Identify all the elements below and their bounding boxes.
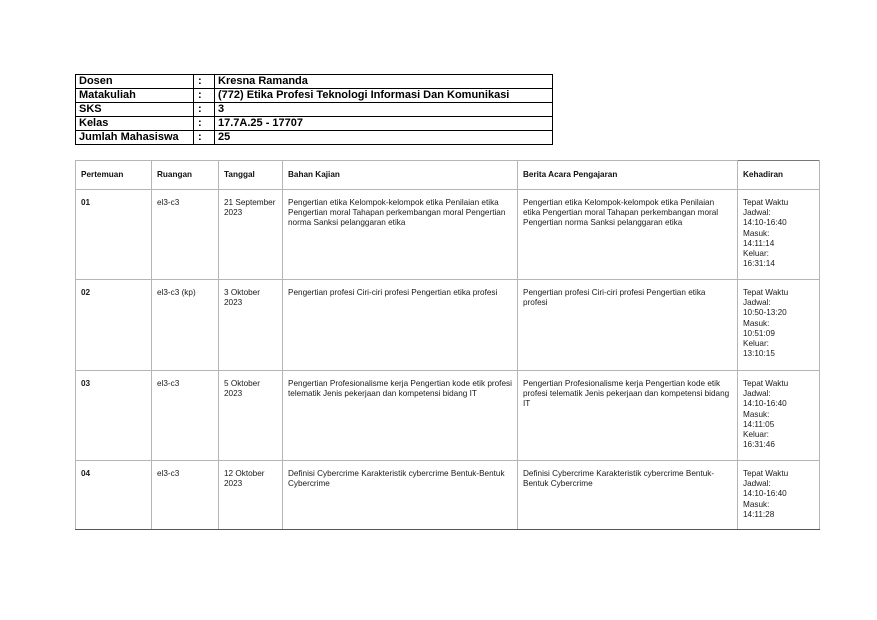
info-label: Dosen <box>76 75 194 89</box>
masuk-value: 14:11:05 <box>743 419 775 429</box>
cell-pertemuan: 04 <box>76 461 152 530</box>
jadwal-value: 14:10-16:40 <box>743 399 787 409</box>
info-colon: : <box>194 89 215 103</box>
info-label: Jumlah Mahasiswa <box>76 131 194 145</box>
header-pertemuan: Pertemuan <box>76 161 152 190</box>
info-value: (772) Etika Profesi Teknologi Informasi Dan Komunikasi <box>215 89 553 103</box>
cell-berita-acara: Definisi Cybercrime Karakteristik cybercrime Bentuk-Bentuk Cybercrime <box>518 461 738 530</box>
cell-kehadiran <box>738 190 820 280</box>
attendance-status: Tepat Waktu <box>743 198 789 207</box>
jadwal-value: 14:10-16:40 <box>743 218 787 228</box>
cell-pertemuan: 03 <box>76 371 152 461</box>
keluar-label: Keluar: <box>743 249 769 259</box>
info-value: Kresna Ramanda <box>215 75 553 89</box>
info-value: 25 <box>215 131 553 145</box>
header-kehadiran: Kehadiran <box>738 161 820 190</box>
masuk-label: Masuk: <box>743 318 770 328</box>
masuk-value: 14:11:28 <box>743 509 775 519</box>
cell-kehadiran <box>738 371 820 461</box>
cell-bahan-kajian: Pengertian Profesionalisme kerja Pengertian kode etik profesi telematik Jenis pekerjaan dan kompetensi bidang IT <box>283 371 518 461</box>
info-row-kelas <box>76 117 553 131</box>
keluar-value: 13:10:15 <box>743 349 775 359</box>
cell-bahan-kajian: Pengertian profesi Ciri-ciri profesi Pengertian etika profesi <box>283 280 518 371</box>
table-row <box>76 371 820 461</box>
header-bahan-kajian: Bahan Kajian <box>283 161 518 190</box>
cell-ruangan: el3-c3 <box>152 461 219 530</box>
info-value: 17.7A.25 - 17707 <box>215 117 553 131</box>
info-row-matakuliah <box>76 89 553 103</box>
cell-ruangan: el3-c3 (kp) <box>152 280 219 371</box>
cell-bahan-kajian: Definisi Cybercrime Karakteristik cybercrime Bentuk-Bentuk Cybercrime <box>283 461 518 530</box>
cell-tanggal: 5 Oktober 2023 <box>219 371 283 461</box>
jadwal-value: 14:10-16:40 <box>743 489 787 499</box>
keluar-value: 16:31:14 <box>743 259 775 269</box>
course-info-table <box>75 74 553 145</box>
cell-berita-acara: Pengertian Profesionalisme kerja Pengertian kode etik profesi telematik Jenis pekerjaan dan kompetensi bidang IT <box>518 371 738 461</box>
jadwal-label: Jadwal: <box>743 298 771 308</box>
info-colon: : <box>194 131 215 145</box>
cell-berita-acara: Pengertian etika Kelompok-kelompok etika Penilaian etika Pengertian moral Tahapan perkembangan moral Pengertian norma Sanksi pelanggaran etika <box>518 190 738 280</box>
attendance-status: Tepat Waktu <box>743 379 789 388</box>
keluar-label: Keluar: <box>743 339 769 349</box>
info-label: Kelas <box>76 117 194 131</box>
info-label: Matakuliah <box>76 89 194 103</box>
cell-tanggal: 21 September 2023 <box>219 190 283 280</box>
keluar-value: 16:31:46 <box>743 440 775 450</box>
cell-kehadiran <box>738 461 820 530</box>
cell-pertemuan: 01 <box>76 190 152 280</box>
info-row-dosen <box>76 75 553 89</box>
jadwal-value: 10:50-13:20 <box>743 308 787 318</box>
info-value: 3 <box>215 103 553 117</box>
header-berita-acara: Berita Acara Pengajaran <box>518 161 738 190</box>
cell-pertemuan: 02 <box>76 280 152 371</box>
masuk-value: 10:51:09 <box>743 328 775 338</box>
table-row <box>76 280 820 371</box>
table-header-row <box>76 161 820 190</box>
attendance-status: Tepat Waktu <box>743 469 789 478</box>
info-colon: : <box>194 103 215 117</box>
masuk-label: Masuk: <box>743 409 770 419</box>
table-row <box>76 190 820 280</box>
table-row <box>76 461 820 530</box>
cell-ruangan: el3-c3 <box>152 190 219 280</box>
info-colon: : <box>194 75 215 89</box>
cell-kehadiran <box>738 280 820 371</box>
cell-ruangan: el3-c3 <box>152 371 219 461</box>
masuk-label: Masuk: <box>743 228 770 238</box>
jadwal-label: Jadwal: <box>743 389 771 399</box>
keluar-label: Keluar: <box>743 430 769 440</box>
cell-berita-acara: Pengertian profesi Ciri-ciri profesi Pengertian etika profesi <box>518 280 738 371</box>
info-colon: : <box>194 117 215 131</box>
cell-bahan-kajian: Pengertian etika Kelompok-kelompok etika Penilaian etika Pengertian moral Tahapan perkembangan moral Pengertian norma Sanksi pelanggaran etika <box>283 190 518 280</box>
jadwal-label: Jadwal: <box>743 208 771 218</box>
masuk-label: Masuk: <box>743 499 770 509</box>
attendance-status: Tepat Waktu <box>743 288 789 297</box>
info-label: SKS <box>76 103 194 117</box>
jadwal-label: Jadwal: <box>743 479 771 489</box>
attendance-table <box>75 160 820 530</box>
cell-tanggal: 12 Oktober 2023 <box>219 461 283 530</box>
info-row-sks <box>76 103 553 117</box>
info-row-jumlah-mahasiswa <box>76 131 553 145</box>
cell-tanggal: 3 Oktober 2023 <box>219 280 283 371</box>
header-ruangan: Ruangan <box>152 161 219 190</box>
masuk-value: 14:11:14 <box>743 238 775 248</box>
header-tanggal: Tanggal <box>219 161 283 190</box>
